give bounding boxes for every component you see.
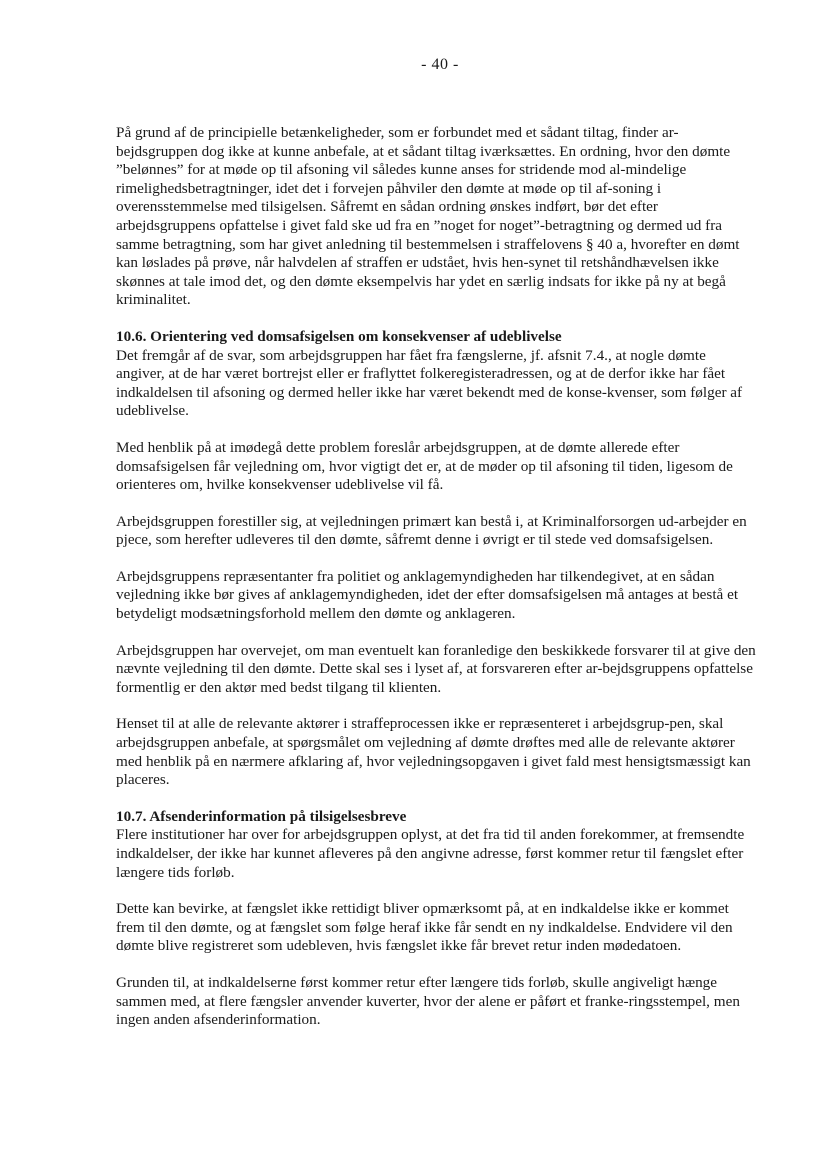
section-10-7-paragraph-2: Dette kan bevirke, at fængslet ikke rettidigt bliver opmærksomt på, at en indkaldelse ikke er kommet frem til den dømte, og at fængslet som følge heraf ikke får sendt en ny indkaldelse. Endvidere vil den dømte blive registreret som udebleven, hvis fængslet ikke får brevet retur inden mødedatoen. [116, 900, 733, 955]
section-10-6-paragraph-6: Henset til at alle de relevante aktører i straffeprocessen ikke er repræsenteret i arbejdsgrup-pen, skal arbejdsgruppen anbefale, at spørgsmålet om vejledning af dømte drøftes med alle de relevante aktører med henblik på en nærmere afklaring af, hvor vejledningsopgaven i givet fald mest hensigtsmæssigt kan placeres. [116, 715, 751, 789]
section-10-6-paragraph-5: Arbejdsgruppen har overvejet, om man eventuelt kan foranledige den beskikkede forsvarer til at give den nævnte vejledning til den dømte. Dette skal ses i lyset af, at forsvareren efter ar-bejdsgruppens opfattelse formentlig er den aktør med bedst tilgang til klienten. [116, 641, 756, 696]
section-10-7-paragraph-1: Flere institutioner har over for arbejdsgruppen oplyst, at det fra tid til anden forekommer, at fremsendte indkaldelser, der ikke har kunnet afleveres på den angivne adresse, først kommer retur til fængslet efter længere tids forløb. [116, 826, 745, 881]
section-heading-10-7: 10.7. Afsenderinformation på tilsigelsesbreve [116, 807, 407, 825]
page-number: - 40 - [421, 56, 459, 73]
section-10-6-paragraph-2: Med henblik på at imødegå dette problem foreslår arbejdsgruppen, at de dømte allerede efter domsafsigelsen får vejledning om, hvor vigtigt det er, at de møder op til afsoning til tiden, ligesom de orienteres om, hvilke konsekvenser udeblivelse vil få. [116, 438, 733, 494]
section-10-7 [116, 808, 756, 1030]
section-heading-10-6: 10.6. Orientering ved domsafsigelsen om konsekvenser af udeblivelse [116, 327, 562, 345]
section-10-6-paragraph-3: Arbejdsgruppen forestiller sig, at vejledningen primært kan bestå i, at Kriminalforsorgen ud-arbejder en pjece, som herefter udleveres til den dømte, såfremt denne i øvrigt er til stede ved domsafsigelsen. [116, 512, 747, 549]
section-10-6-paragraph-1: Det fremgår af de svar, som arbejdsgruppen har fået fra fængslerne, jf. afsnit 7.4., at nogle dømte angiver, at de har været bortrejst eller er fraflyttet folkeregisteradressen, og at de derfor ikke har fået indkaldelsen til afsoning og dermed heller ikke har været bekendt med de konse-kvenser, som følger af udeblivelse. [116, 346, 743, 420]
section-10-6 [116, 328, 756, 790]
section-10-6-paragraph-4: Arbejdsgruppens repræsentanter fra politiet og anklagemyndigheden har tilkendegivet, at en sådan vejledning ikke bør gives af anklagemyndigheden, idet der efter domsafsigelsen må antages at bestå et betydeligt modsætningsforhold mellem den dømte og anklageren. [116, 567, 739, 623]
section-10-7-paragraph-3: Grunden til, at indkaldelserne først kommer retur efter længere tids forløb, skulle angiveligt hænge sammen med, at flere fængsler anvender kuverter, hvor der alene er påført et franke-ringsstempel, men ingen anden afsenderinformation. [116, 973, 740, 1029]
intro-paragraph: På grund af de principielle betænkeligheder, som er forbundet med et sådant tiltag, finder ar-bejdsgruppen dog ikke at kunne anbefale, at et sådant tiltag iværksættes. En ordning, hvor den dømte ”belønnes” for at møde op til afsoning vil således kunne anses for stridende mod al-mindelige rimelighedsbetragtninger, idet det i forvejen påhviler den dømte at møde op til af-soning i overensstemmelse med tilsigelsen. Såfremt en sådan ordning ønskes indført, bør det efter arbejdsgruppens opfattelse i givet fald ske ud fra en ”noget for noget”-betragtning og dermed ud fra samme betragtning, som har givet anledning til bestemmelsen i straffelovens § 40 a, hvorefter en dømt kan løslades på prøve, når halvdelen af straffen er udstået, hvis hen-synet til retshåndhævelsen ikke skønnes at tale imod det, og den dømte eksempelvis har ydet en særlig indsats for ikke på ny at begå kriminalitet. [116, 124, 740, 309]
document-body [116, 124, 756, 1030]
